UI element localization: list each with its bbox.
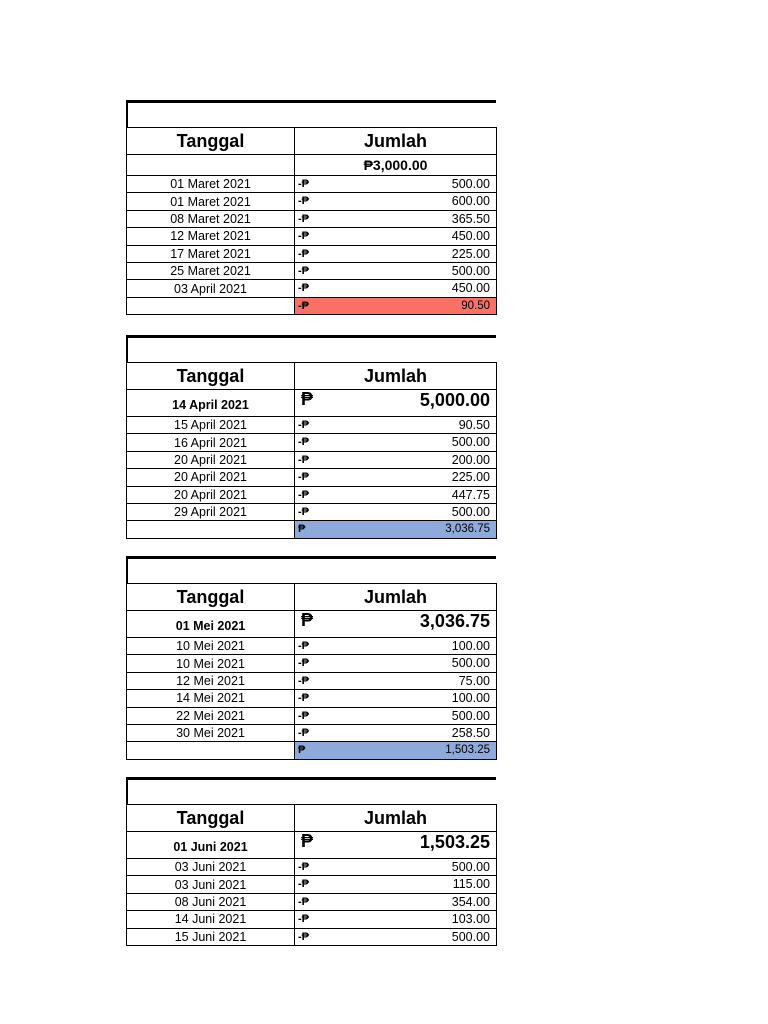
table-row: [127, 486, 497, 503]
amount-value: 500.00: [451, 504, 490, 519]
row-amount: [295, 417, 497, 434]
row-date: 03 April 2021: [127, 280, 295, 297]
total-amount: [295, 742, 497, 759]
ledger-table: [126, 362, 497, 539]
total-amount: [295, 297, 497, 314]
amount-value: 500.00: [451, 435, 490, 450]
row-amount: [295, 911, 497, 928]
table-row: [127, 434, 497, 451]
row-amount: [295, 280, 497, 297]
table-row: [127, 469, 497, 486]
row-amount: [295, 690, 497, 707]
header-amount: Jumlah: [295, 128, 497, 155]
table-row: [127, 911, 497, 928]
ledger-table: [126, 804, 497, 946]
amount-value: 365.50: [451, 211, 490, 226]
row-date: 30 Mei 2021: [127, 724, 295, 741]
total-sign: -₱: [298, 299, 309, 312]
ledger-block-may: [126, 556, 496, 760]
table-row: [127, 451, 497, 468]
row-amount: [295, 245, 497, 262]
table-row: [127, 262, 497, 279]
amount-value: 258.50: [451, 725, 490, 740]
header-date: Tanggal: [127, 805, 295, 832]
total-value: 90.50: [461, 299, 490, 312]
header-row: [127, 128, 497, 155]
row-amount: [295, 672, 497, 689]
minus-peso-sign: -₱: [298, 726, 309, 739]
minus-peso-sign: -₱: [298, 913, 309, 926]
start-date: 01 Juni 2021: [127, 832, 295, 859]
row-amount: [295, 876, 497, 893]
row-amount: [295, 503, 497, 520]
row-amount: [295, 469, 497, 486]
minus-peso-sign: -₱: [298, 419, 309, 431]
row-amount: [295, 655, 497, 672]
row-date: 03 Juni 2021: [127, 876, 295, 893]
row-date: 01 Maret 2021: [127, 193, 295, 210]
header-date: Tanggal: [127, 128, 295, 155]
start-row: [127, 390, 497, 417]
minus-peso-sign: -₱: [298, 195, 309, 208]
opening-date-cell: [127, 155, 295, 176]
header-row: [127, 584, 497, 611]
peso-sign: ₱: [301, 610, 314, 630]
row-amount: [295, 262, 497, 279]
amount-value: 500.00: [451, 860, 490, 874]
amount-value: 500.00: [451, 929, 490, 944]
row-date: 10 Mei 2021: [127, 638, 295, 655]
row-amount: [295, 228, 497, 245]
table-row: [127, 193, 497, 210]
amount-value: 100.00: [451, 691, 490, 706]
table-row: [127, 690, 497, 707]
minus-peso-sign: -₱: [298, 178, 309, 190]
minus-peso-sign: -₱: [298, 230, 309, 243]
row-date: 12 Maret 2021: [127, 228, 295, 245]
minus-peso-sign: -₱: [298, 282, 309, 295]
table-row: [127, 655, 497, 672]
row-amount: [295, 724, 497, 741]
table-row: [127, 893, 497, 910]
start-date: 14 April 2021: [127, 390, 295, 417]
total-row: [127, 521, 497, 538]
row-date: 20 April 2021: [127, 486, 295, 503]
header-amount: Jumlah: [295, 805, 497, 832]
minus-peso-sign: -₱: [298, 640, 309, 652]
total-date-cell: [127, 742, 295, 759]
minus-peso-sign: -₱: [298, 247, 309, 260]
total-value: 1,503.25: [445, 744, 490, 757]
table-row: [127, 638, 497, 655]
total-date-cell: [127, 297, 295, 314]
row-amount: [295, 486, 497, 503]
row-date: 14 Mei 2021: [127, 690, 295, 707]
minus-peso-sign: -₱: [298, 505, 309, 518]
row-amount: [295, 928, 497, 945]
table-row: [127, 417, 497, 434]
ledger-table: [126, 127, 497, 315]
table-row: [127, 672, 497, 689]
row-date: 14 Juni 2021: [127, 911, 295, 928]
row-amount: [295, 176, 497, 193]
minus-peso-sign: -₱: [298, 453, 309, 466]
total-row: [127, 742, 497, 759]
ledger-block-april: [126, 335, 496, 539]
table-row: [127, 707, 497, 724]
start-row: [127, 832, 497, 859]
header-amount: Jumlah: [295, 584, 497, 611]
start-row: [127, 611, 497, 638]
total-row: [127, 297, 497, 314]
amount-value: 450.00: [451, 281, 490, 296]
opening-row: [127, 155, 497, 176]
amount-value: 103.00: [451, 912, 490, 927]
row-amount: [295, 893, 497, 910]
start-amount: [295, 611, 497, 638]
row-amount: [295, 451, 497, 468]
header-date: Tanggal: [127, 363, 295, 390]
row-date: 12 Mei 2021: [127, 672, 295, 689]
row-amount: [295, 859, 497, 876]
minus-peso-sign: -₱: [298, 471, 309, 484]
total-value: 3,036.75: [445, 523, 490, 536]
table-row: [127, 210, 497, 227]
block-title-row: [126, 100, 496, 127]
header-row: [127, 363, 497, 390]
row-date: 25 Maret 2021: [127, 262, 295, 279]
start-value: 3,036.75: [419, 611, 490, 631]
row-date: 08 Maret 2021: [127, 210, 295, 227]
table-row: [127, 245, 497, 262]
amount-value: 354.00: [451, 894, 490, 909]
minus-peso-sign: -₱: [298, 488, 309, 501]
minus-peso-sign: -₱: [298, 709, 309, 722]
row-date: 01 Maret 2021: [127, 176, 295, 193]
minus-peso-sign: -₱: [298, 692, 309, 705]
start-amount: [295, 832, 497, 859]
minus-peso-sign: -₱: [298, 674, 309, 687]
amount-value: 500.00: [451, 263, 490, 278]
amount-value: 90.50: [458, 418, 490, 432]
start-value: 5,000.00: [419, 390, 490, 410]
minus-peso-sign: -₱: [298, 657, 309, 670]
row-date: 15 Juni 2021: [127, 928, 295, 945]
block-title-row: [126, 335, 496, 362]
row-date: 29 April 2021: [127, 503, 295, 520]
total-sign: ₱: [298, 744, 306, 757]
block-title-row: [126, 556, 496, 583]
header-date: Tanggal: [127, 584, 295, 611]
table-row: [127, 876, 497, 893]
row-date: 03 Juni 2021: [127, 859, 295, 876]
total-amount: [295, 521, 497, 538]
table-row: [127, 928, 497, 945]
minus-peso-sign: -₱: [298, 930, 309, 943]
row-date: 20 April 2021: [127, 469, 295, 486]
row-amount: [295, 638, 497, 655]
row-amount: [295, 707, 497, 724]
block-title-row: [126, 777, 496, 804]
table-row: [127, 228, 497, 245]
total-sign: ₱: [298, 523, 306, 536]
amount-value: 75.00: [458, 673, 490, 688]
minus-peso-sign: -₱: [298, 861, 309, 873]
header-row: [127, 805, 497, 832]
ledger-block-june: [126, 777, 496, 946]
row-amount: [295, 210, 497, 227]
start-value: 1,503.25: [419, 832, 490, 852]
amount-value: 450.00: [451, 229, 490, 244]
peso-sign: ₱: [301, 389, 314, 409]
row-date: 08 Juni 2021: [127, 893, 295, 910]
opening-balance: ₱3,000.00: [295, 155, 497, 176]
amount-value: 600.00: [451, 194, 490, 209]
minus-peso-sign: -₱: [298, 264, 309, 277]
total-date-cell: [127, 521, 295, 538]
minus-peso-sign: -₱: [298, 895, 309, 908]
amount-value: 225.00: [451, 470, 490, 485]
row-date: 10 Mei 2021: [127, 655, 295, 672]
table-row: [127, 859, 497, 876]
amount-value: 500.00: [451, 708, 490, 723]
amount-value: 115.00: [452, 877, 490, 892]
row-date: 20 April 2021: [127, 451, 295, 468]
row-date: 16 April 2021: [127, 434, 295, 451]
amount-value: 225.00: [451, 246, 490, 261]
row-amount: [295, 434, 497, 451]
header-amount: Jumlah: [295, 363, 497, 390]
amount-value: 500.00: [451, 656, 490, 671]
amount-value: 100.00: [451, 639, 490, 653]
table-row: [127, 503, 497, 520]
ledger-block-march: [126, 100, 496, 315]
row-amount: [295, 193, 497, 210]
ledger-table: [126, 583, 497, 760]
amount-value: 447.75: [451, 487, 490, 502]
row-date: 15 April 2021: [127, 417, 295, 434]
row-date: 17 Maret 2021: [127, 245, 295, 262]
minus-peso-sign: -₱: [298, 436, 309, 449]
peso-sign: ₱: [301, 831, 314, 851]
minus-peso-sign: -₱: [298, 878, 309, 891]
minus-peso-sign: -₱: [298, 212, 309, 225]
start-amount: [295, 390, 497, 417]
amount-value: 500.00: [451, 177, 490, 191]
row-date: 22 Mei 2021: [127, 707, 295, 724]
table-row: [127, 724, 497, 741]
amount-value: 200.00: [451, 452, 490, 467]
table-row: [127, 280, 497, 297]
start-date: 01 Mei 2021: [127, 611, 295, 638]
table-row: [127, 176, 497, 193]
